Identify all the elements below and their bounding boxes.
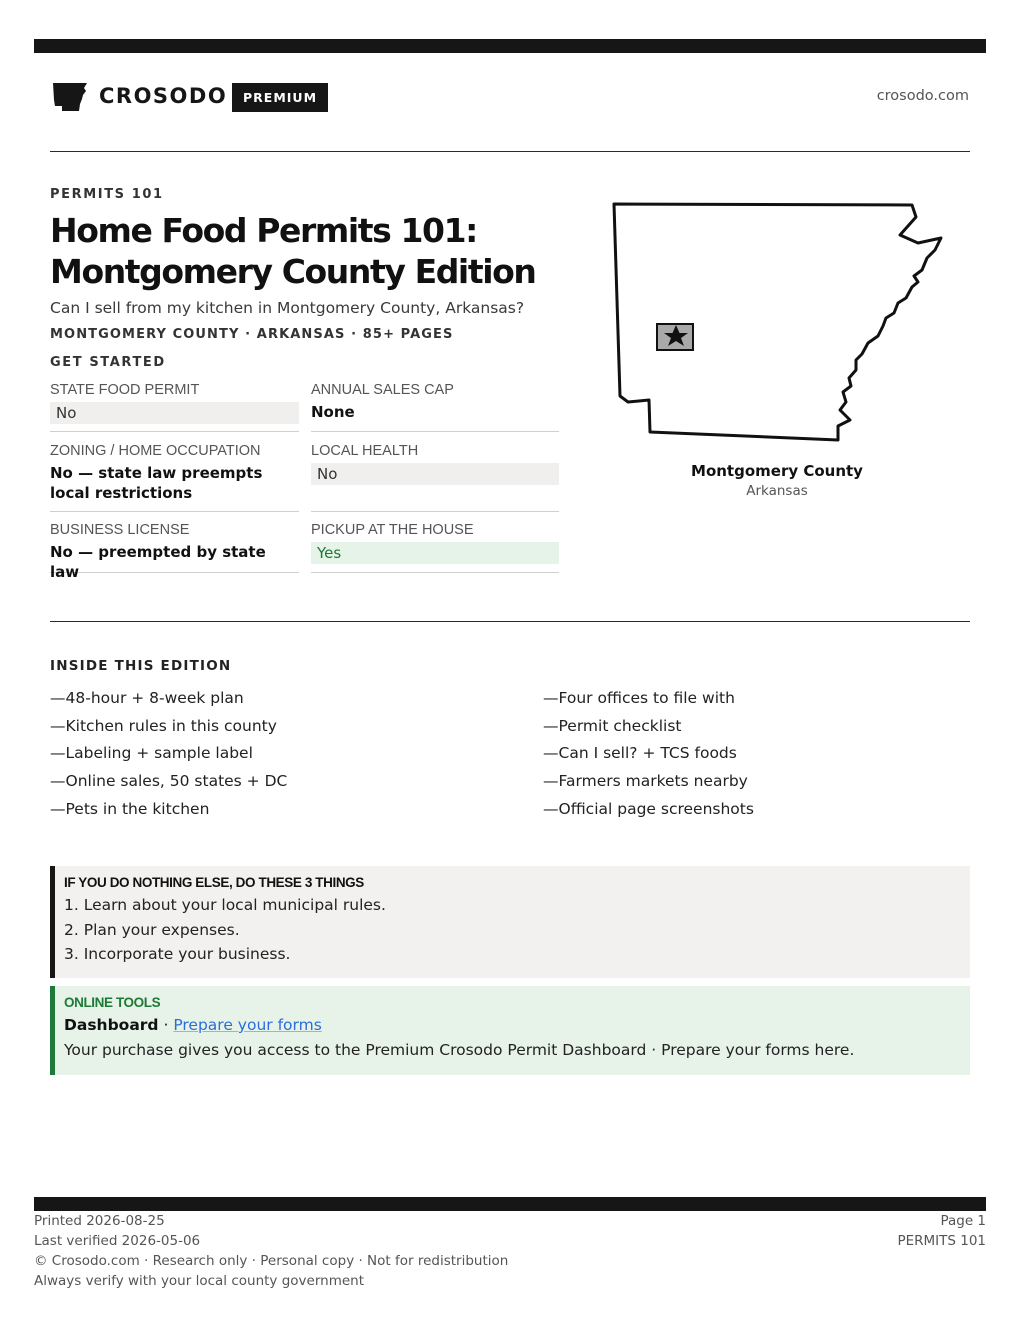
arkansas-outline (614, 204, 941, 440)
inside-list-left (50, 685, 287, 824)
verified-date: Last verified 2026-05-06 (34, 1233, 201, 1249)
printed-date: Printed 2026-08-25 (34, 1213, 165, 1229)
premium-badge: PREMIUM (232, 83, 328, 112)
verify-note: Always verify with your local county government (34, 1273, 364, 1289)
callout-item: 3. Incorporate your business. (64, 945, 291, 963)
bottom-rule-bar (34, 1197, 986, 1211)
dashboard-description: Your purchase gives you access to the Premium Crosodo Permit Dashboard · Prepare your forms here. (64, 1041, 855, 1059)
top-rule-bar (34, 39, 986, 53)
list-item: —Four offices to file with (543, 689, 735, 707)
fact-local-health (311, 443, 559, 512)
three-things-callout (50, 866, 970, 978)
fact-label: STATE FOOD PERMIT (50, 382, 200, 398)
fact-business-license (50, 522, 299, 581)
list-item: —Labeling + sample label (50, 744, 253, 763)
footer-section: PERMITS 101 (897, 1233, 986, 1249)
list-item: —48-hour + 8-week plan (50, 689, 244, 707)
map-state-label: Arkansas (746, 483, 808, 499)
section-eyebrow: PERMITS 101 (50, 187, 164, 202)
header-divider (50, 151, 970, 152)
footer-right (897, 1211, 986, 1251)
page-subtitle: Can I sell from my kitchen in Montgomery County, Arkansas? (50, 299, 525, 317)
list-item: —Official page screenshots (543, 799, 754, 818)
brand-name: CROSODO (99, 84, 228, 108)
section-divider (50, 621, 970, 622)
page-title (50, 210, 590, 292)
arkansas-map (605, 195, 950, 450)
fact-label: ANNUAL SALES CAP (311, 382, 454, 398)
page-header (50, 80, 970, 116)
fact-label: LOCAL HEALTH (311, 443, 419, 459)
fact-label: PICKUP AT THE HOUSE (311, 522, 474, 538)
fact-annual-sales-cap (311, 382, 559, 432)
page-number: Page 1 (940, 1213, 986, 1229)
arkansas-state-icon (52, 82, 88, 112)
copyright-note: © Crosodo.com · Research only · Personal copy · Not for redistribution (34, 1253, 509, 1269)
inside-edition-heading: INSIDE THIS EDITION (50, 658, 232, 674)
fact-state-food-permit (50, 382, 299, 432)
fact-value: None (311, 403, 355, 421)
map-county-label: Montgomery County (691, 462, 863, 480)
title-line-1: Home Food Permits 101: (50, 211, 477, 250)
fact-value: Yes (311, 542, 559, 564)
edition-meta: MONTGOMERY COUNTY · ARKANSAS · 85+ PAGES (50, 327, 454, 342)
list-item: —Permit checklist (543, 716, 682, 735)
fact-value: No (311, 463, 559, 485)
site-url[interactable]: crosodo.com (876, 88, 969, 104)
callout-item: 2. Plan your expenses. (64, 920, 240, 939)
dashboard-line (64, 1012, 970, 1038)
separator: · (158, 1016, 174, 1034)
dashboard-label: Dashboard (64, 1016, 159, 1034)
fact-value: No — state law preempts local restrictions (50, 464, 263, 502)
list-item: —Pets in the kitchen (50, 799, 210, 818)
fact-value: No (50, 402, 299, 424)
fact-label: ZONING / HOME OCCUPATION (50, 443, 261, 459)
fact-value: No — preempted by state law (50, 543, 266, 581)
callout-title: ONLINE TOOLS (64, 995, 161, 1010)
fact-pickup-at-house (311, 522, 559, 573)
list-item: —Online sales, 50 states + DC (50, 772, 288, 791)
list-item: —Kitchen rules in this county (50, 716, 277, 735)
callout-title: IF YOU DO NOTHING ELSE, DO THESE 3 THINGS (64, 875, 364, 890)
inside-list-right (543, 685, 754, 824)
list-item: —Can I sell? + TCS foods (543, 744, 737, 763)
get-started-heading: GET STARTED (50, 355, 166, 370)
callout-item: 1. Learn about your local municipal rules. (64, 896, 386, 914)
footer-left (34, 1211, 508, 1291)
online-tools-callout (50, 986, 970, 1075)
list-item: —Farmers markets nearby (543, 772, 748, 791)
fact-label: BUSINESS LICENSE (50, 522, 190, 538)
title-line-2: Montgomery County Edition (50, 252, 536, 291)
fact-zoning (50, 443, 299, 512)
prepare-forms-link[interactable]: Prepare your forms (173, 1016, 322, 1034)
